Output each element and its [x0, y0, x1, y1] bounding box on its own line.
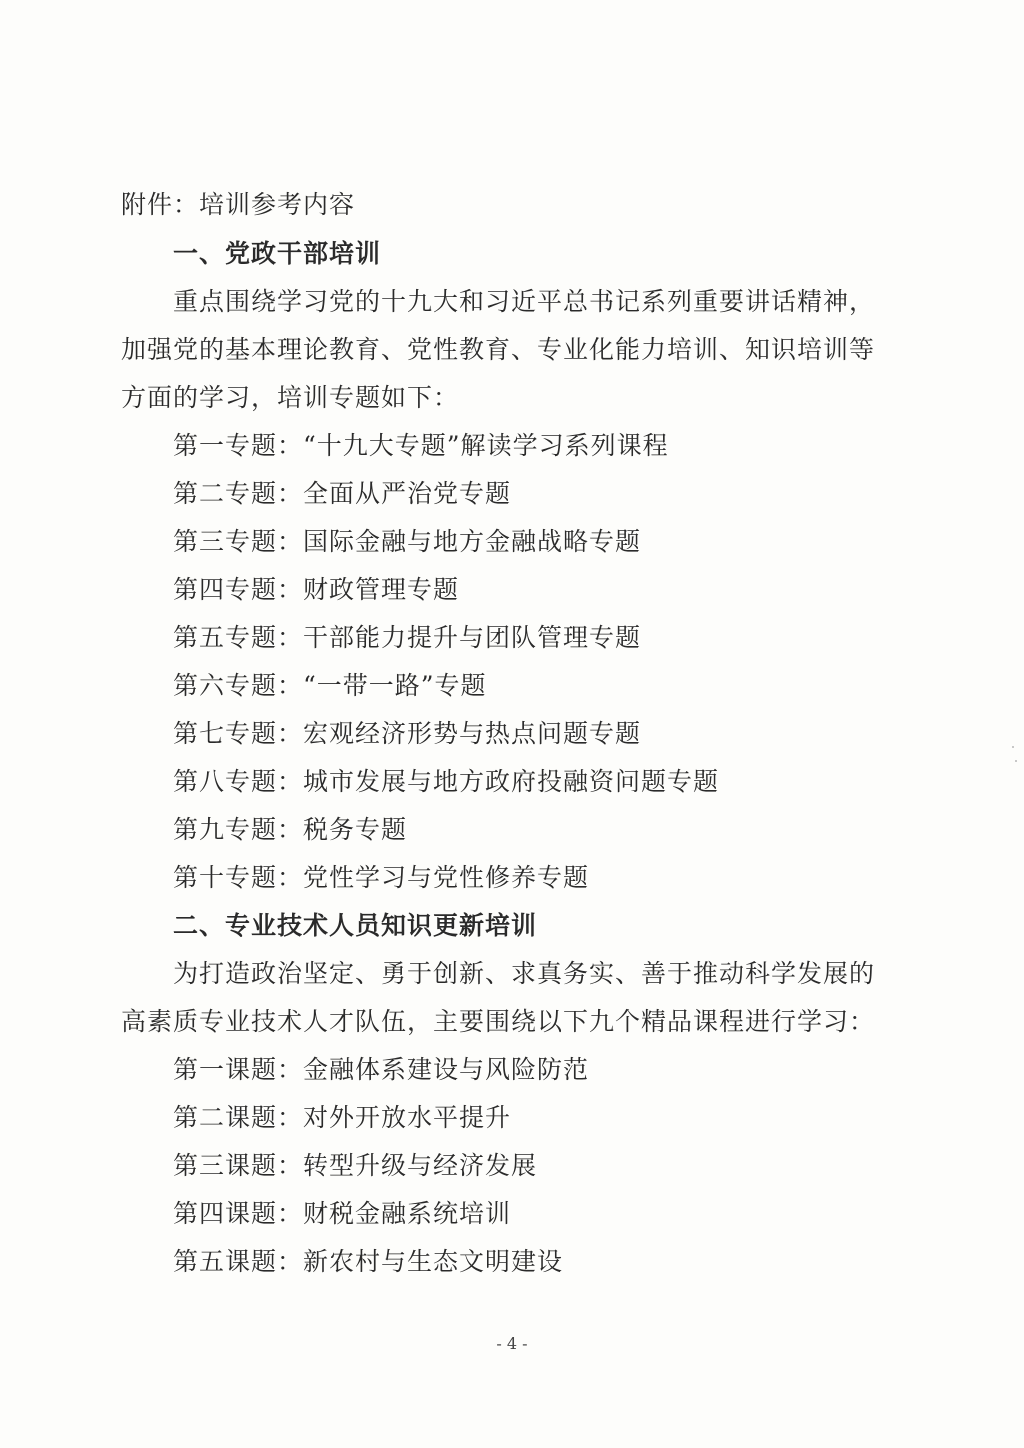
course-item: 第四课题：财税金融系统培训 — [173, 1199, 512, 1228]
topic-item: 第八专题：城市发展与地方政府投融资问题专题 — [173, 767, 720, 796]
topic-item: 第十专题：党性学习与党性修养专题 — [173, 863, 590, 892]
section-2-paragraph-line: 高素质专业技术人才队伍，主要围绕以下九个精品课程进行学习： — [121, 1007, 876, 1036]
topic-item: 第六专题：“一带一路”专题 — [173, 671, 487, 700]
page-number: - 4 - — [496, 1334, 528, 1353]
section-1-heading: 一、党政干部培训 — [173, 239, 382, 268]
topic-item: 第三专题：国际金融与地方金融战略专题 — [173, 527, 642, 556]
course-item: 第五课题：新农村与生态文明建设 — [173, 1247, 564, 1276]
section-1-paragraph-line: 重点围绕学习党的十九大和习近平总书记系列重要讲话精神， — [173, 287, 876, 316]
topic-item: 第一专题：“十九大专题”解读学习系列课程 — [173, 431, 669, 460]
topic-item: 第七专题：宏观经济形势与热点问题专题 — [173, 719, 642, 748]
section-2-paragraph-line: 为打造政治坚定、勇于创新、求真务实、善于推动科学发展的 — [173, 959, 876, 988]
topic-item: 第四专题：财政管理专题 — [173, 575, 460, 604]
topic-item: 第九专题：税务专题 — [173, 815, 408, 844]
section-1-paragraph-line: 加强党的基本理论教育、党性教育、专业化能力培训、知识培训等 — [121, 335, 876, 364]
section-1-paragraph-line: 方面的学习，培训专题如下： — [121, 383, 460, 412]
course-item: 第二课题：对外开放水平提升 — [173, 1103, 512, 1132]
scan-speck — [1012, 746, 1014, 748]
topic-item: 第二专题：全面从严治党专题 — [173, 479, 512, 508]
attachment-title: 附件：培训参考内容 — [121, 190, 356, 219]
course-item: 第一课题：金融体系建设与风险防范 — [173, 1055, 590, 1084]
scan-speck — [1015, 760, 1017, 762]
course-item: 第三课题：转型升级与经济发展 — [173, 1151, 538, 1180]
topic-item: 第五专题：干部能力提升与团队管理专题 — [173, 623, 642, 652]
section-2-heading: 二、专业技术人员知识更新培训 — [173, 911, 538, 940]
